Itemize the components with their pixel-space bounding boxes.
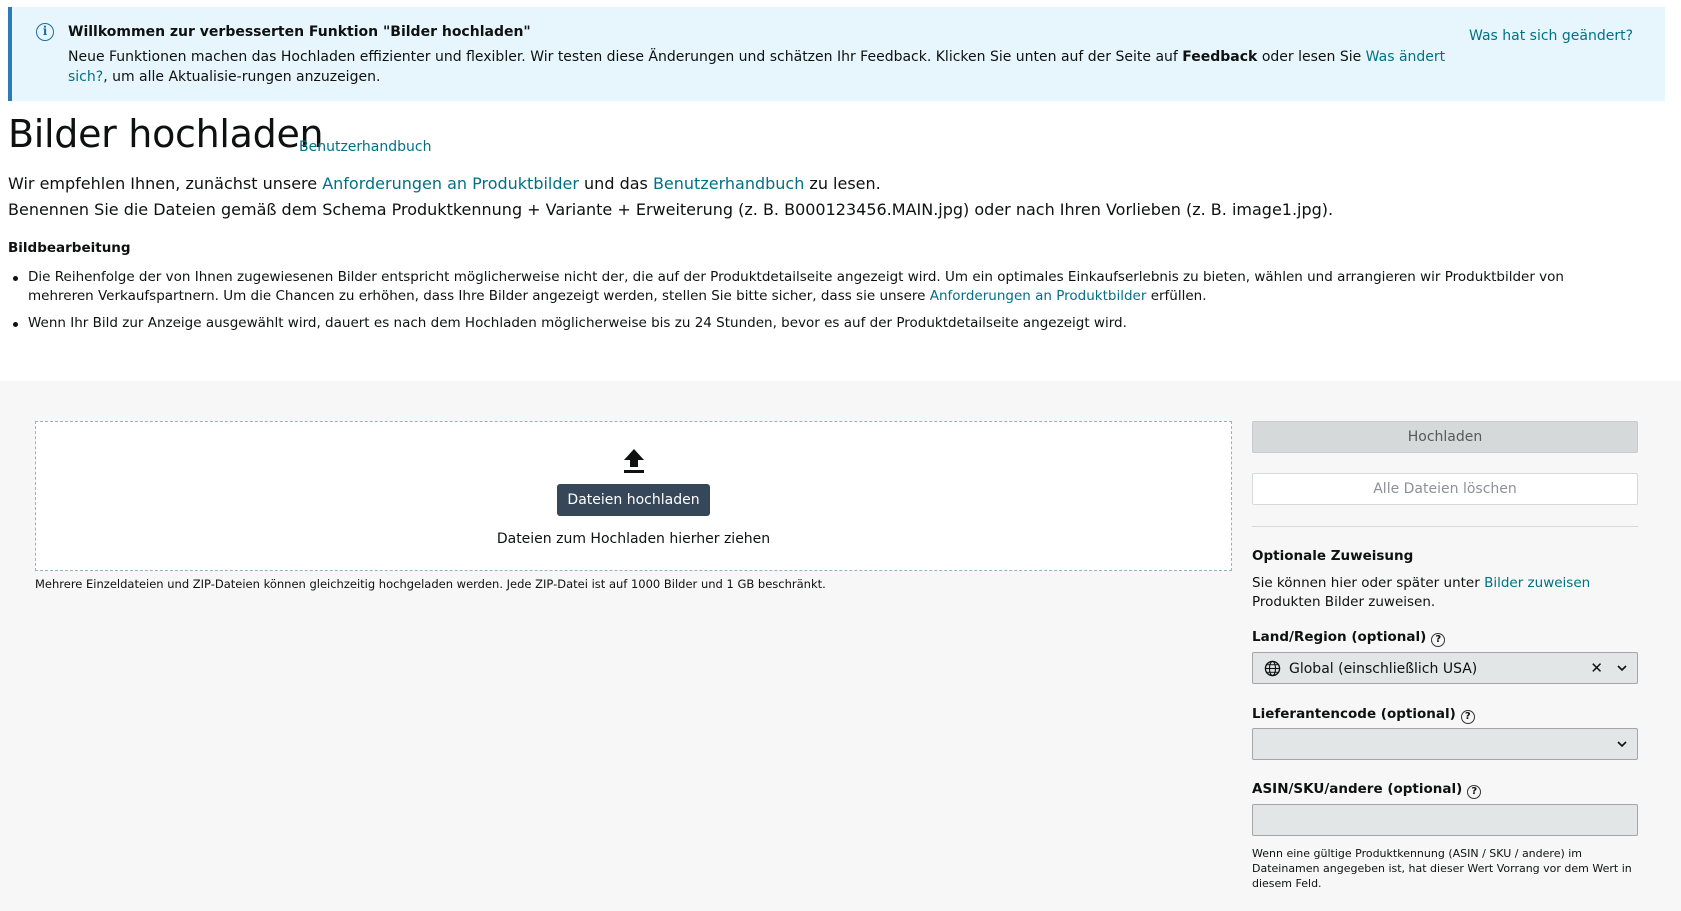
help-icon[interactable]: ? <box>1461 710 1475 724</box>
country-select[interactable] <box>1252 652 1638 684</box>
intro-text: Wir empfehlen Ihnen, zunächst unsere <box>8 174 323 193</box>
editing-bullet-list <box>8 268 1608 341</box>
bullet-text: erfüllen. <box>1146 288 1207 304</box>
user-guide-inline-link[interactable]: Benutzerhandbuch <box>652 174 805 193</box>
upload-icon <box>623 448 645 474</box>
intro-text: und das <box>578 174 653 193</box>
info-icon: i <box>36 23 54 41</box>
help-icon[interactable]: ? <box>1431 633 1445 647</box>
intro-line-1 <box>8 174 881 193</box>
banner-text-after: , um alle Aktualisie-rungen anzuzeigen. <box>103 69 381 85</box>
optional-assignment-text <box>1252 574 1632 612</box>
info-banner <box>8 7 1665 101</box>
image-editing-heading: Bildbearbeitung <box>8 240 131 256</box>
bullet-text: Die Reihenfolge der von Ihnen zugewiesenen Bilder entspricht möglicherweise nicht der, die auf der Produktdetailseite angezeigt wird. Um ein optimales Einkaufserlebnis zu bieten, wählen und arrangieren wir Produktbilder von mehreren Verkaufspartnern. Um die Chancen zu erhöhen, dass Ihre Bilder angezeigt werden, stellen Sie bitte sicher, dass sie unsere <box>28 269 1564 304</box>
image-requirements-link-2[interactable]: Anforderungen an Produktbilder <box>929 288 1147 304</box>
vendor-code-select[interactable] <box>1252 728 1638 760</box>
help-icon[interactable]: ? <box>1467 785 1481 799</box>
intro-line-2: Benennen Sie die Dateien gemäß dem Schema Produktkennung + Variante + Erweiterung (z. B. B000123456.MAIN.jpg) oder nach Ihren Vorlieben (z. B. image1.jpg). <box>8 200 1334 219</box>
asin-sku-label <box>1252 781 1481 799</box>
globe-icon <box>1264 660 1281 677</box>
banner-inline-link[interactable]: Was ändert sich? <box>68 49 1446 85</box>
asin-label-text: ASIN/SKU/andere (optional) <box>1252 781 1463 797</box>
asin-sku-input[interactable] <box>1252 804 1638 836</box>
clear-all-files-button[interactable]: Alle Dateien löschen <box>1252 473 1638 505</box>
optional-text: Sie können hier oder später unter <box>1252 575 1485 591</box>
country-label <box>1252 629 1445 647</box>
list-item <box>8 268 1608 306</box>
page-title: Bilder hochladen <box>8 112 324 156</box>
banner-text <box>68 47 1468 87</box>
banner-title: Willkommen zur verbesserten Funktion "Bilder hochladen" <box>68 24 531 40</box>
list-item: Wenn Ihr Bild zur Anzeige ausgewählt wird, dauert es nach dem Hochladen möglicherweise bis zu 24 Stunden, bevor es auf der Produktdetailseite angezeigt wird. <box>8 314 1608 333</box>
vendor-label-text: Lieferantencode (optional) <box>1252 706 1456 722</box>
banner-text-bold: Feedback <box>1182 49 1258 65</box>
upload-files-button[interactable]: Dateien hochladen <box>557 484 710 516</box>
asin-sku-hint: Wenn eine gültige Produktkennung (ASIN / SKU / andere) im Dateinamen angegeben ist, hat dieser Wert Vorrang vor dem Wert in diesem Feld. <box>1252 847 1632 890</box>
upload-button[interactable]: Hochladen <box>1252 421 1638 453</box>
country-select-value: Global (einschließlich USA) <box>1289 661 1478 677</box>
vendor-code-label <box>1252 706 1475 724</box>
country-label-text: Land/Region (optional) <box>1252 629 1427 645</box>
chevron-down-icon[interactable] <box>1617 663 1627 673</box>
divider <box>1252 526 1638 527</box>
upload-work-area <box>0 381 1681 911</box>
file-drop-zone[interactable] <box>35 421 1232 571</box>
user-guide-link[interactable]: Benutzerhandbuch <box>299 139 432 155</box>
assign-images-link[interactable]: Bilder zuweisen <box>1484 575 1591 591</box>
banner-text-before: Neue Funktionen machen das Hochladen effizienter und flexibler. Wir testen diese Änderungen und schätzen Ihr Feedback. Klicken Sie unten auf der Seite auf <box>68 49 1183 65</box>
clear-selection-icon[interactable]: ✕ <box>1590 659 1603 677</box>
chevron-down-icon[interactable] <box>1617 739 1627 749</box>
banner-text-middle: oder lesen Sie <box>1257 49 1366 65</box>
optional-text: Produkten Bilder zuweisen. <box>1252 594 1436 610</box>
intro-text: zu lesen. <box>804 174 881 193</box>
upload-limits-note: Mehrere Einzeldateien und ZIP-Dateien können gleichzeitig hochgeladen werden. Jede ZIP-Datei ist auf 1000 Bilder und 1 GB beschränkt. <box>35 577 826 591</box>
image-requirements-link[interactable]: Anforderungen an Produktbilder <box>322 174 579 193</box>
what-changed-link[interactable]: Was hat sich geändert? <box>1469 28 1633 44</box>
optional-assignment-heading: Optionale Zuweisung <box>1252 548 1414 564</box>
drag-files-text: Dateien zum Hochladen hierher ziehen <box>496 531 771 547</box>
